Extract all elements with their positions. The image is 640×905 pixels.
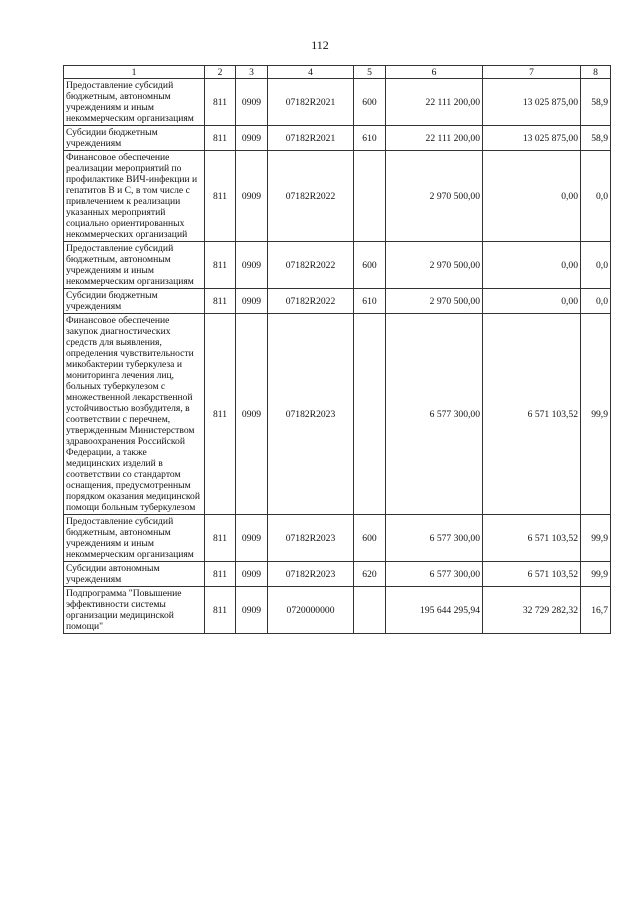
table-header-row	[64, 66, 611, 79]
row-fact: 0,00	[483, 151, 581, 242]
row-name: Предоставление субсидий бюджетным, автономным учреждениям и иным некоммерческим организациям	[64, 242, 205, 289]
row-fact: 0,00	[483, 242, 581, 289]
row-csr: 07182R2021	[268, 126, 354, 151]
row-name: Субсидии автономным учреждениям	[64, 562, 205, 587]
row-vr: 600	[354, 515, 386, 562]
row-name: Предоставление субсидий бюджетным, автономным учреждениям и иным некоммерческим организациям	[64, 79, 205, 126]
column-header: 4	[268, 66, 354, 79]
row-csr: 07182R2023	[268, 562, 354, 587]
row-vr: 610	[354, 289, 386, 314]
row-rz: 0909	[236, 587, 268, 634]
row-gr: 811	[205, 314, 236, 515]
row-percent: 58,9	[581, 126, 611, 151]
row-vr: 610	[354, 126, 386, 151]
row-plan: 2 970 500,00	[386, 289, 483, 314]
row-percent: 99,9	[581, 515, 611, 562]
row-rz: 0909	[236, 314, 268, 515]
row-fact: 13 025 875,00	[483, 79, 581, 126]
row-fact: 0,00	[483, 289, 581, 314]
row-csr: 07182R2022	[268, 151, 354, 242]
row-percent: 0,0	[581, 151, 611, 242]
table-row	[64, 562, 611, 587]
row-percent: 99,9	[581, 314, 611, 515]
row-plan: 22 111 200,00	[386, 79, 483, 126]
column-header: 6	[386, 66, 483, 79]
row-fact: 6 571 103,52	[483, 314, 581, 515]
row-name: Субсидии бюджетным учреждениям	[64, 289, 205, 314]
row-fact: 6 571 103,52	[483, 562, 581, 587]
row-vr: 600	[354, 242, 386, 289]
row-rz: 0909	[236, 126, 268, 151]
table-row	[64, 242, 611, 289]
row-name: Финансовое обеспечение закупок диагностических средств для выявления, определения чувствительности микобактерии туберкулеза и мониторинга лечения лиц, больных туберкулезом с множественной лекарственной устойчивостью возбудителя, в соответствии с перечнем, утвержденным Министерством здравоохранения Российской Федерации, а также медицинских изделий в соответствии со стандартом оснащения, предусмотренным порядком оказания медицинской помощи больным туберкулезом	[64, 314, 205, 515]
row-name: Финансовое обеспечение реализации мероприятий по профилактике ВИЧ-инфекции и гепатитов В и С, в том числе с привлечением к реализации указанных мероприятий социально ориентированных некоммерческих организаций	[64, 151, 205, 242]
row-gr: 811	[205, 515, 236, 562]
row-gr: 811	[205, 126, 236, 151]
column-header: 8	[581, 66, 611, 79]
row-percent: 58,9	[581, 79, 611, 126]
row-vr: 600	[354, 79, 386, 126]
row-fact: 13 025 875,00	[483, 126, 581, 151]
column-header: 5	[354, 66, 386, 79]
column-header: 7	[483, 66, 581, 79]
row-rz: 0909	[236, 562, 268, 587]
column-header: 2	[205, 66, 236, 79]
row-csr: 07182R2022	[268, 289, 354, 314]
row-fact: 6 571 103,52	[483, 515, 581, 562]
table-row	[64, 151, 611, 242]
row-gr: 811	[205, 562, 236, 587]
row-plan: 6 577 300,00	[386, 562, 483, 587]
row-percent: 0,0	[581, 242, 611, 289]
table-row	[64, 515, 611, 562]
row-gr: 811	[205, 151, 236, 242]
row-plan: 6 577 300,00	[386, 314, 483, 515]
column-header: 1	[64, 66, 205, 79]
row-plan: 195 644 295,94	[386, 587, 483, 634]
row-csr: 0720000000	[268, 587, 354, 634]
row-plan: 6 577 300,00	[386, 515, 483, 562]
row-rz: 0909	[236, 515, 268, 562]
row-plan: 22 111 200,00	[386, 126, 483, 151]
page-number: 112	[311, 38, 329, 52]
row-fact: 32 729 282,32	[483, 587, 581, 634]
row-gr: 811	[205, 242, 236, 289]
row-gr: 811	[205, 289, 236, 314]
row-plan: 2 970 500,00	[386, 151, 483, 242]
row-name: Предоставление субсидий бюджетным, автономным учреждениям и иным некоммерческим организациям	[64, 515, 205, 562]
row-csr: 07182R2021	[268, 79, 354, 126]
row-gr: 811	[205, 587, 236, 634]
table-row	[64, 79, 611, 126]
row-rz: 0909	[236, 289, 268, 314]
row-percent: 99,9	[581, 562, 611, 587]
column-header: 3	[236, 66, 268, 79]
table-row	[64, 587, 611, 634]
row-vr	[354, 587, 386, 634]
row-vr	[354, 314, 386, 515]
table-row	[64, 126, 611, 151]
row-csr: 07182R2023	[268, 314, 354, 515]
row-csr: 07182R2022	[268, 242, 354, 289]
row-name: Подпрограмма "Повышение эффективности системы организации медицинской помощи"	[64, 587, 205, 634]
row-rz: 0909	[236, 242, 268, 289]
row-percent: 0,0	[581, 289, 611, 314]
row-rz: 0909	[236, 151, 268, 242]
table-row	[64, 289, 611, 314]
row-percent: 16,7	[581, 587, 611, 634]
table-row	[64, 314, 611, 515]
row-name: Субсидии бюджетным учреждениям	[64, 126, 205, 151]
row-plan: 2 970 500,00	[386, 242, 483, 289]
row-rz: 0909	[236, 79, 268, 126]
row-gr: 811	[205, 79, 236, 126]
row-csr: 07182R2023	[268, 515, 354, 562]
budget-table	[63, 65, 611, 634]
row-vr	[354, 151, 386, 242]
row-vr: 620	[354, 562, 386, 587]
